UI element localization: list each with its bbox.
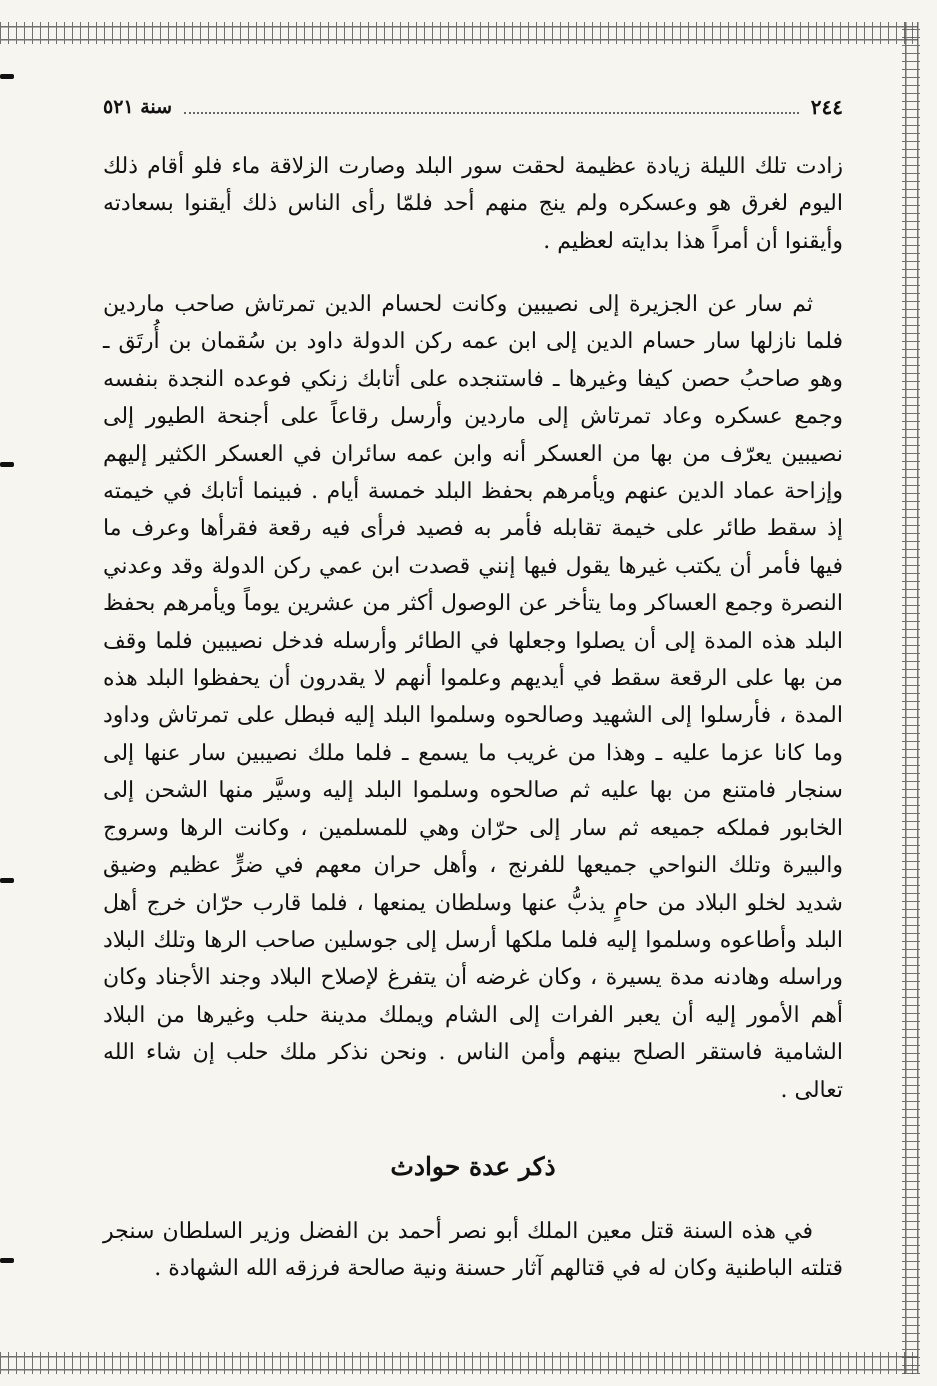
binding-mark [0, 462, 14, 467]
body-paragraph [103, 286, 843, 1109]
page-number: ٢٤٤ [810, 95, 843, 119]
paragraph-text: في هذه السنة قتل معين الملك أبو نصر أحمد بن الفضل وزير السلطان سنجر قتلته الباطنية وكان له في قتالهم آثار حسنة ونية صالحة فرزقه الله الشهادة . [103, 1219, 843, 1282]
binding-mark [0, 878, 14, 883]
binding-mark [0, 74, 14, 79]
header-year: سنة ٥٢١ [103, 96, 173, 118]
decorative-border-right [902, 22, 920, 1374]
section-paragraph [103, 1213, 843, 1288]
decorative-border-top [0, 22, 918, 44]
paragraph-text: زادت تلك الليلة زيادة عظيمة لحقت سور البلد وصارت الزلاقة ماء فلو أقام ذلك اليوم لغرق هو وعسكره ولم ينج منهم أحد فلمّا رأى الناس ذلك أيقنوا بسعادته وأيقنوا أن أمراً هذا بدايته لعظيم . [103, 154, 843, 254]
header-leader-dots [184, 112, 799, 114]
decorative-border-bottom [0, 1352, 918, 1374]
running-header [103, 92, 843, 122]
binding-mark [0, 1258, 14, 1263]
body-paragraph [103, 148, 843, 260]
section-heading: ذكر عدة حوادث [390, 1152, 556, 1181]
paragraph-text: ثم سار عن الجزيرة إلى نصيبين وكانت لحسام الدين تمرتاش صاحب ماردين فلما نازلها سار حسام الدين إلى ابن عمه ركن الدولة داود بن سُقمان بن أُرتَق ـ وهو صاحبُ حصن كيفا وغيرها ـ فاستنجده على أتابك زنكي فوعده النجدة بنفسه وجمع عسكره وعاد تمرتاش إلى ماردين وأرسل رقاعاً على أجنحة الطيور إلى نصيبين يعرّف من بها من العسكر أنه وابن عمه سائران في العسكر الكثير إليهم وإزاحة عماد الدين عنهم ويأمرهم بحفظ البلد خمسة أيام . فبينما أتابك في خيمته إذ سقط طائر على خيمة تقابله فأمر به فصيد فرأى فيه رقعة فقرأها وعرف ما فيها فأمر أن يكتب غيرها يقول فيها إنني قصدت ابن عمي ركن الدولة وقد وعدني النصرة وجمع العساكر وما يتأخر عن الوصول أكثر من عشرين يوماً ويأمرهم بحفظ البلد هذه المدة إلى أن يصلوا وجعلها في الطائر وأرسله فدخل نصيبين فلما وقف من بها على الرقعة سقط في أيديهم وعلموا أنهم لا يقدرون أن يحفظوا البلد هذه المدة ، فأرسلوا إلى الشهيد وصالحوه وسلموا البلد إليه فبطل على تمرتاش وداود وما كانا عزما عليه ـ وهذا من غريب ما يسمع ـ فلما ملك نصيبين سار عنها إلى سنجار فامتنع من بها عليه ثم صالحوه وسلموا البلد إليه وسيَّر منها الشحن إلى الخابور فملكه جميعه ثم سار إلى حرّان وهي للمسلمين ، وكانت الرها وسروج والبيرة وتلك النواحي جميعها للفرنج ، وأهل حران معهم في ضرٍّ عظيم وضيق شديد لخلو البلاد من حامٍ يذبُّ عنها وسلطان يمنعها ، فلما قارب حرّان خرج أهل البلد وأطاعوه وسلموا إليه فلما ملكها أرسل إلى جوسلين صاحب الرها وتلك البلاد وراسله وهادنه مدة يسيرة ، وكان غرضه أن يتفرغ لإصلاح البلاد وجند الأجناد وكان أهم الأمور إليه أن يعبر الفرات إلى الشام ويملك مدينة حلب وغيرها من البلاد الشامية فاستقر الصلح بينهم وأمن الناس . ونحن نذكر ملك حلب إن شاء الله تعالى . [103, 292, 843, 1103]
